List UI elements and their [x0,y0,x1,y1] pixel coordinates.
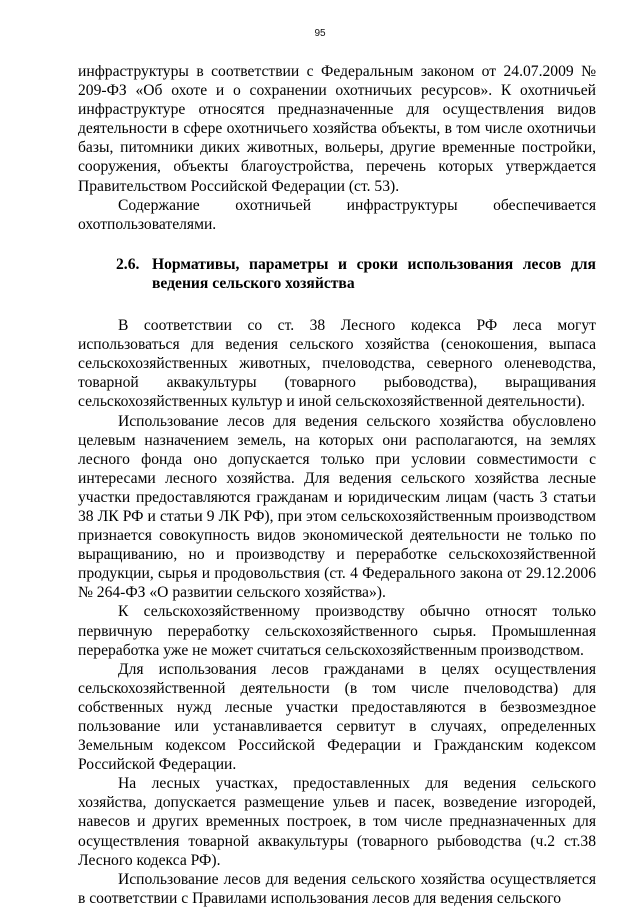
document-body [78,62,596,908]
paragraph: В соответствии со ст. 38 Лесного кодекса РФ леса могут использоваться для ведения сельского хозяйства (сенокошения, выпаса сельскохозяйственных животных, пчеловодства, северного оленеводства, товарной аквакультуры (товарного рыбоводства), выращивания сельскохозяйственных культур и иной сельскохозяйственной деятельности). [78,317,596,411]
section-heading [78,255,596,293]
section-title: Нормативы, параметры и сроки использования лесов для ведения сельского хозяйства [152,255,596,292]
paragraph: На лесных участках, предоставленных для ведения сельского хозяйства, допускается размещение ульев и пасек, возведение изгородей, навесов и других временных построек, в том числе предназначенных для осуществления товарной аквакультуры (товарного рыбоводства (ч.2 ст.38 Лесного кодекса РФ). [78,775,596,869]
paragraph: Использование лесов для ведения сельского хозяйства обусловлено целевым назначением земель, на которых они располагаются, на землях лесного фонда оно допускается только при условии совместимости с интересами лесного хозяйства. Для ведения сельского хозяйства лесные участки предоставляются гражданам и юридическим лицам (часть 3 статьи 38 ЛК РФ и статьи 9 ЛК РФ), при этом сельскохозяйственным производством признается совокупность видов экономической деятельности не только по выращиванию, но и производству и переработке сельскохозяйственной продукции, сырья и продовольствия (ст. 4 Федерального закона от 29.12.2006 № 264-ФЗ «О развитии сельского хозяйства»). [78,412,596,602]
paragraph: К сельскохозяйственному производству обычно относят только первичную переработку сельскохозяйственного сырья. Промышленная переработка уже не может считаться сельскохозяйственным производством. [78,603,596,659]
page-number: 95 [314,28,326,39]
paragraph: Использование лесов для ведения сельского хозяйства осуществляется в соответствии с Правилами использования лесов для ведения сельского [78,870,596,907]
paragraph: инфраструктуры в соответствии с Федеральным законом от 24.07.2009 № 209-ФЗ «Об охоте и о сохранении охотничьих ресурсов». К охотничьей инфраструктуре относятся предназначенные для осуществления видов деятельности в сфере охотничьего хозяйства объекты, в том числе охотничьи базы, питомники диких животных, вольеры, другие временные постройки, сооружения, объекты благоустройства, перечень которых утверждается Правительством Российской Федерации (ст. 53). [78,63,596,195]
paragraph: Для использования лесов гражданами в целях осуществления сельскохозяйственной деятельности (в том числе пчеловодства) для собственных нужд лесные участки предоставляются в безвозмездное пользование или устанавливается сервитут в случаях, определенных Земельным кодексом Российской Федерации и Гражданским кодексом Российской Федерации. [78,660,596,774]
section-number: 2.6. [116,255,140,273]
paragraph: Содержание охотничьей инфраструктуры обеспечивается охотпользователями. [78,196,596,233]
